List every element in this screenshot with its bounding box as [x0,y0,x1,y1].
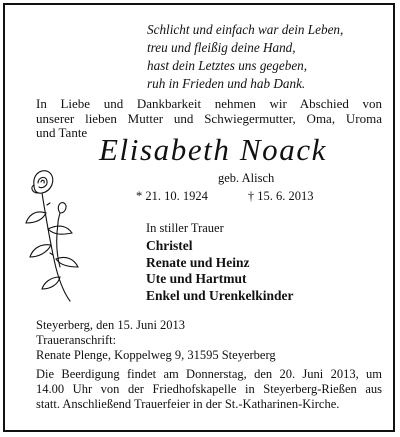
obituary-notice [3,3,395,432]
mourner: Renate und Heinz [146,254,250,270]
birth-date: * 21. 10. 1924 [136,189,208,203]
maiden-name: geb. Alisch [218,171,275,185]
intro-line: In Liebe und Dankbarkeit nehmen wir Abschied von [36,96,382,111]
death-date: † 15. 6. 2013 [247,189,314,203]
footer-address [36,318,276,364]
poem-line: ruh in Frieden und hab Dank. [147,76,306,91]
funeral-line: statt. Anschließend Trauerfeier in der St.-Katharinen-Kirche. [36,397,340,412]
mourner: Christel [146,238,193,253]
intro-line: unserer lieben Mutter und Schwiegermutter, Oma, Uroma [36,110,382,126]
mourner: Enkel und Urenkelkinder [146,287,294,303]
poem-line: hast dein Letztes uns gegeben, [147,58,308,73]
mourning-heading: In stiller Trauer [146,221,224,235]
poem-line: treu und fleißig deine Hand, [147,40,296,55]
poem [147,21,387,93]
address: Renate Plenge, Koppelweg 9, 31595 Steyerberg [36,348,276,363]
funeral-info [36,367,382,413]
mourners-list [146,238,294,304]
life-dates [136,189,314,204]
address-label: Traueranschrift: [36,333,117,348]
funeral-line: 14.00 Uhr von der Friedhofskapelle in Steyerberg-Rießen aus [36,382,382,397]
poem-line: Schlicht und einfach war dein Leben, [147,22,344,37]
funeral-line: Die Beerdigung findet am Donnerstag, den 20. Juni 2013, um [36,367,382,381]
place-date: Steyerberg, den 15. Juni 2013 [36,318,186,332]
rose-icon [20,163,85,303]
deceased-name: Elisabeth Noack [99,132,328,167]
intro-line: und Tante [36,125,88,141]
mourner: Ute und Hartmut [146,271,247,287]
